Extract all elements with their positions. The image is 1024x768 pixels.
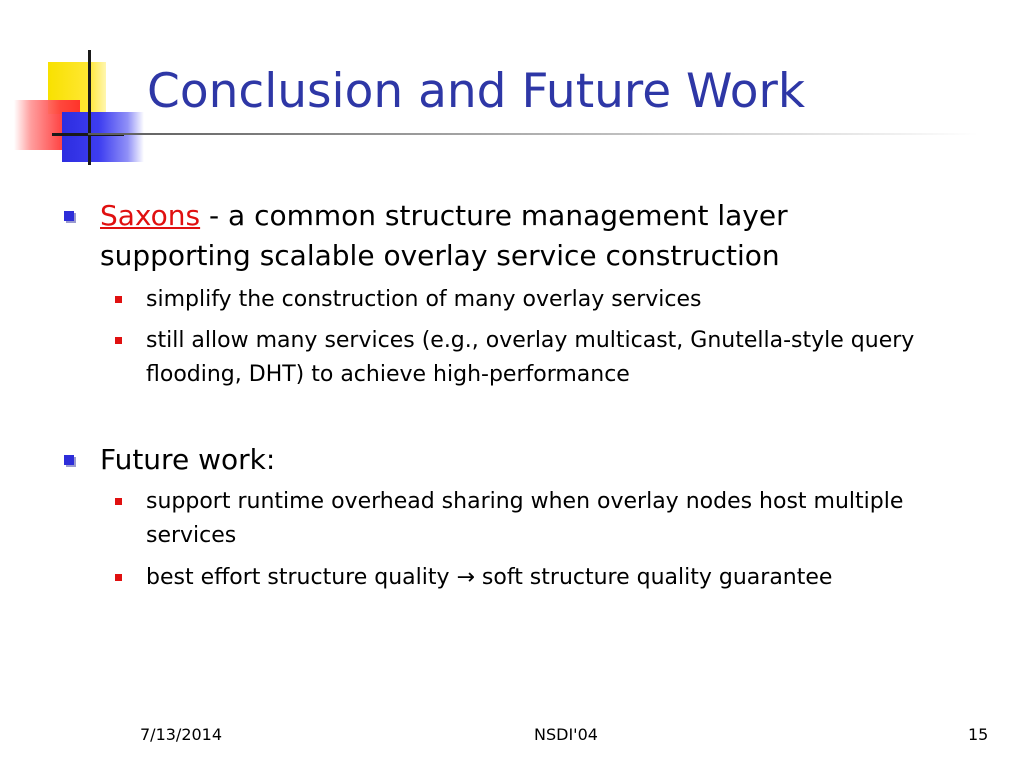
sub-bullet-text: support runtime overhead sharing when overlay nodes host multiple services xyxy=(146,489,904,548)
footer-date: 7/13/2014 xyxy=(140,725,223,744)
bullet-item-future-work xyxy=(100,440,860,480)
corner-logo-decoration xyxy=(0,0,160,170)
footer-conference: NSDI'04 xyxy=(534,725,598,744)
vertical-line-decoration xyxy=(88,50,91,165)
bullet-item-saxons xyxy=(100,196,860,276)
sub-bullet-item xyxy=(146,324,946,392)
bullet-square-icon xyxy=(64,455,74,465)
sub-bullet-square-icon xyxy=(115,498,122,505)
blue-square-decoration xyxy=(62,112,144,162)
bullet-text: - a common structure management layer supporting scalable overlay service construction xyxy=(100,199,788,272)
sub-bullet-text: simplify the construction of many overlay services xyxy=(146,287,702,312)
saxons-link[interactable]: Saxons xyxy=(100,199,201,232)
sub-bullet-square-icon xyxy=(115,574,122,581)
sub-bullet-square-icon xyxy=(115,337,122,344)
footer-page-number: 15 xyxy=(968,725,989,744)
sub-bullet-item xyxy=(146,561,946,595)
bullet-square-icon xyxy=(64,211,74,221)
title-underline-rule xyxy=(88,133,978,135)
sub-bullet-item xyxy=(146,283,946,317)
slide-title: Conclusion and Future Work xyxy=(147,64,806,119)
sub-bullet-square-icon xyxy=(115,296,122,303)
sub-bullet-text: still allow many services (e.g., overlay multicast, Gnutella-style query flooding, DHT) to achieve high-performance xyxy=(146,328,915,387)
bullet-text: Future work: xyxy=(100,443,276,476)
sub-bullet-text: best effort structure quality → soft structure quality guarantee xyxy=(146,565,833,590)
sub-bullet-item xyxy=(146,485,946,553)
